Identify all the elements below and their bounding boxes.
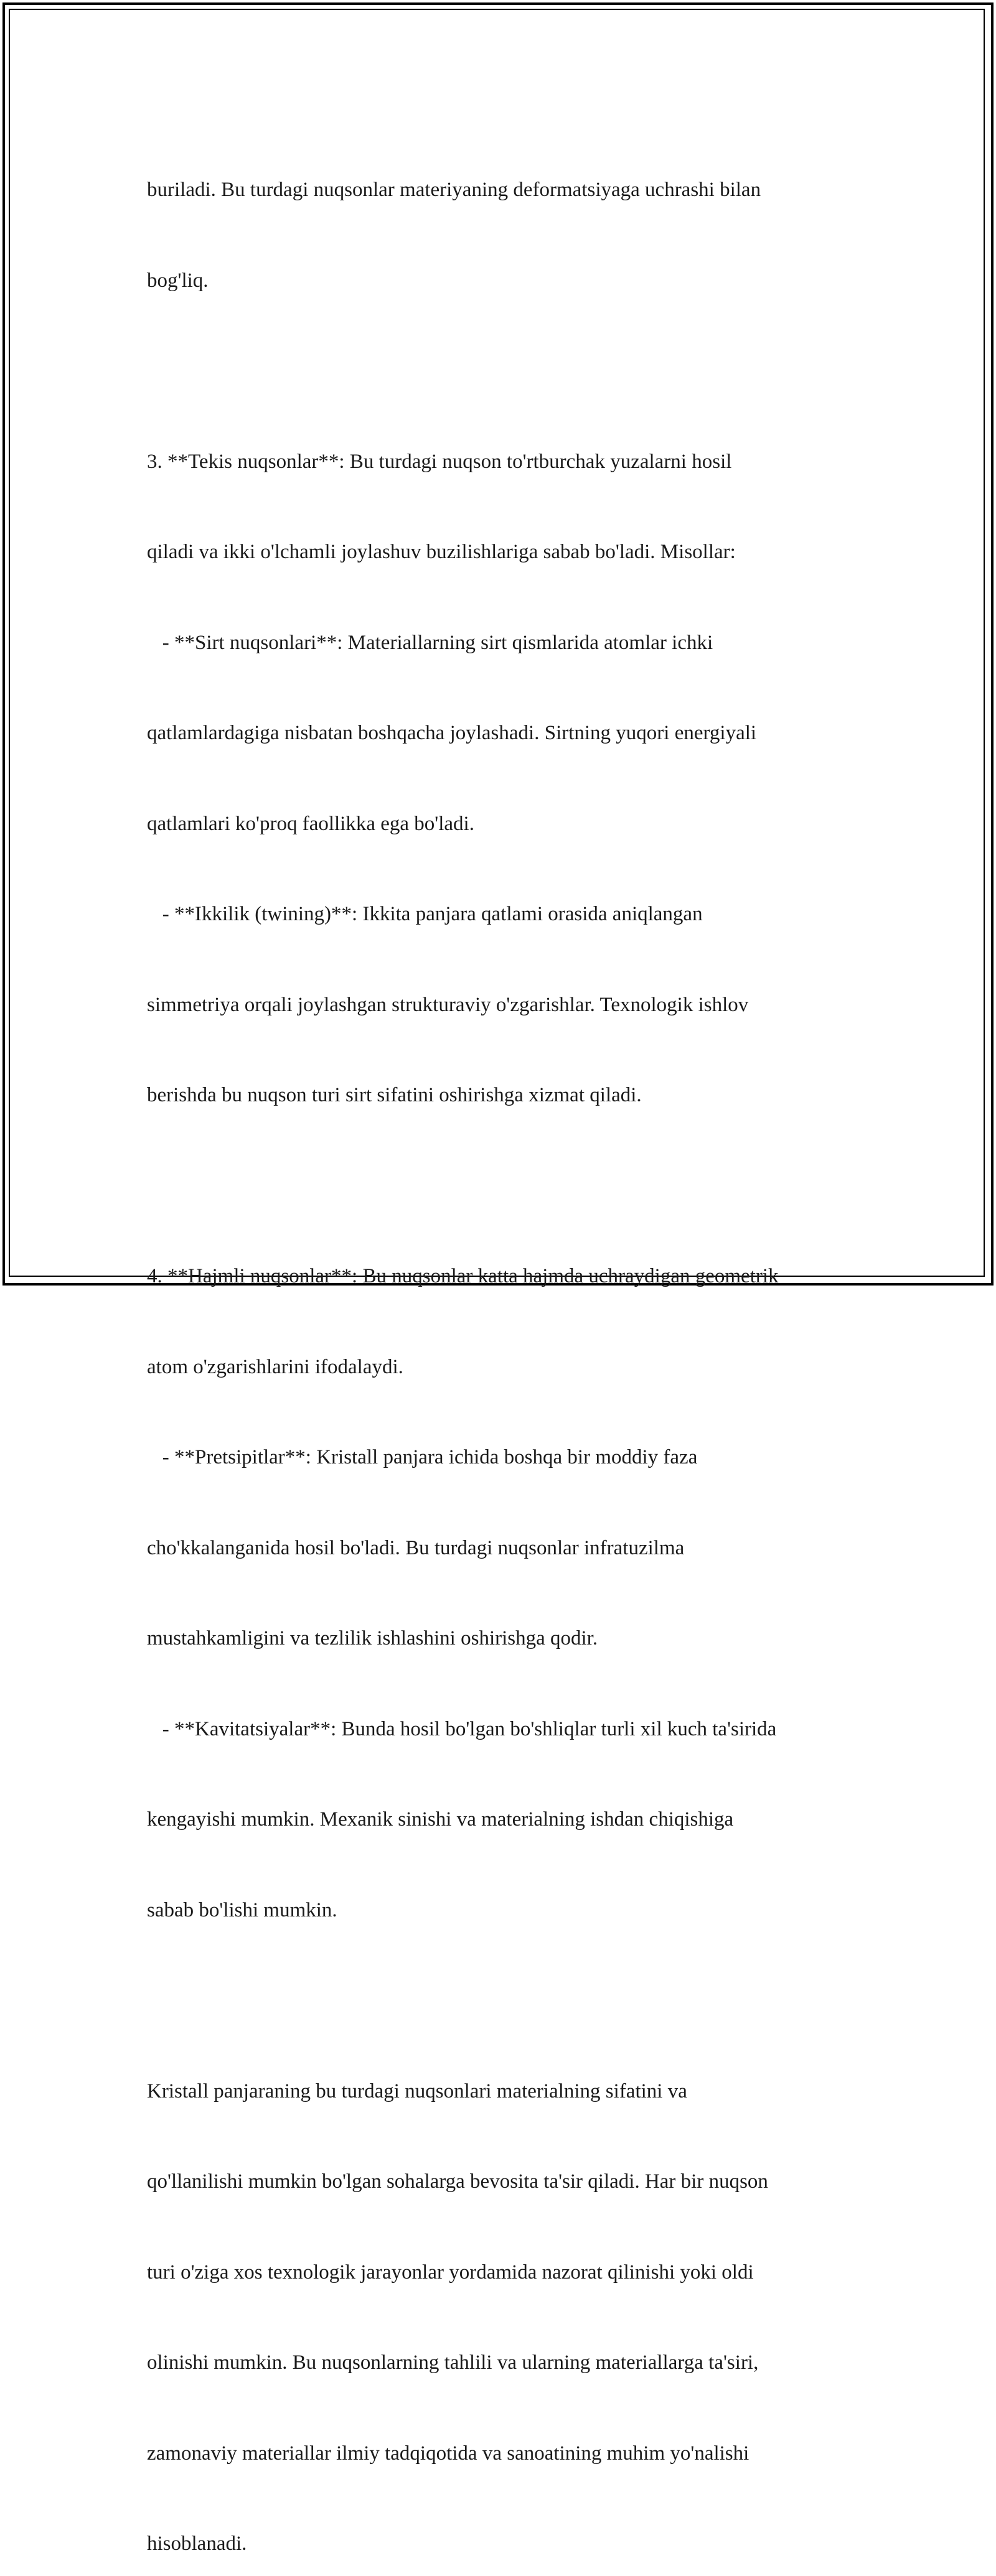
text-line: olinishi mumkin. Bu nuqsonlarning tahlili va ularning materiallarga ta'siri, [147,2351,759,2374]
blank-line [147,1171,863,1202]
blank-line [147,1986,863,2016]
text-line: buriladi. Bu turdagi nuqsonlar materiyaning deformatsiyaga uchrashi bilan [147,179,761,201]
text-line: cho'kkalanganida hosil bo'ladi. Bu turdagi nuqsonlar infratuzilma [147,1536,685,1559]
text-line: bog'liq. [147,269,209,292]
text-line: simmetriya orqali joylashgan strukturaviy o'zgarishlar. Texnologik ishlov [147,993,749,1016]
text-line: atom o'zgarishlarini ifodalaydi. [147,1355,403,1378]
text-line: qiladi va ikki o'lchamli joylashuv buzilishlariga sabab bo'ladi. Misollar: [147,541,736,563]
text-line: zamonaviy materiallar ilmiy tadqiqotida va sanoatining muhim yo'nalishi [147,2442,749,2465]
text-line: hisoblanadi. [147,2532,247,2555]
text-line: kengayishi mumkin. Mexanik sinishi va materialning ishdan chiqishiga [147,1808,734,1831]
text-line: - **Ikkilik (twining)**: Ikkita panjara qatlami orasida aniqlangan [147,903,703,925]
document-body [147,114,863,2576]
text-line: Kristall panjaraning bu turdagi nuqsonlari materialning sifatini va [147,2079,687,2102]
text-line: qo'llanilishi mumkin bo'lgan sohalarga bevosita ta'sir qiladi. Har bir nuqson [147,2170,768,2193]
text-line: 4. **Hajmli nuqsonlar**: Bu nuqsonlar katta hajmda uchraydigan geometrik [147,1265,779,1287]
text-line: 3. **Tekis nuqsonlar**: Bu turdagi nuqson to'rtburchak yuzalarni hosil [147,450,732,473]
text-line: - **Sirt nuqsonlari**: Materiallarning sirt qismlarida atomlar ichki [147,631,713,654]
blank-line [147,356,863,386]
text-line: - **Pretsipitlar**: Kristall panjara ichida boshqa bir moddiy faza [147,1446,698,1468]
text-line: berishda bu nuqson turi sirt sifatini oshirishga xizmat qiladi. [147,1084,642,1106]
text-line: - **Kavitatsiyalar**: Bunda hosil bo'lgan bo'shliqlar turli xil kuch ta'sirida [147,1717,777,1740]
text-line: mustahkamligini va tezlilik ishlashini oshirishga qodir. [147,1627,598,1650]
text-line: qatlamlari ko'proq faollikka ega bo'ladi. [147,812,474,835]
text-line: qatlamlardagiga nisbatan boshqacha joylashadi. Sirtning yuqori energiyali [147,722,757,744]
text-line: sabab bo'lishi mumkin. [147,1898,337,1921]
text-line: turi o'ziga xos texnologik jarayonlar yordamida nazorat qilinishi yoki oldi [147,2261,754,2284]
